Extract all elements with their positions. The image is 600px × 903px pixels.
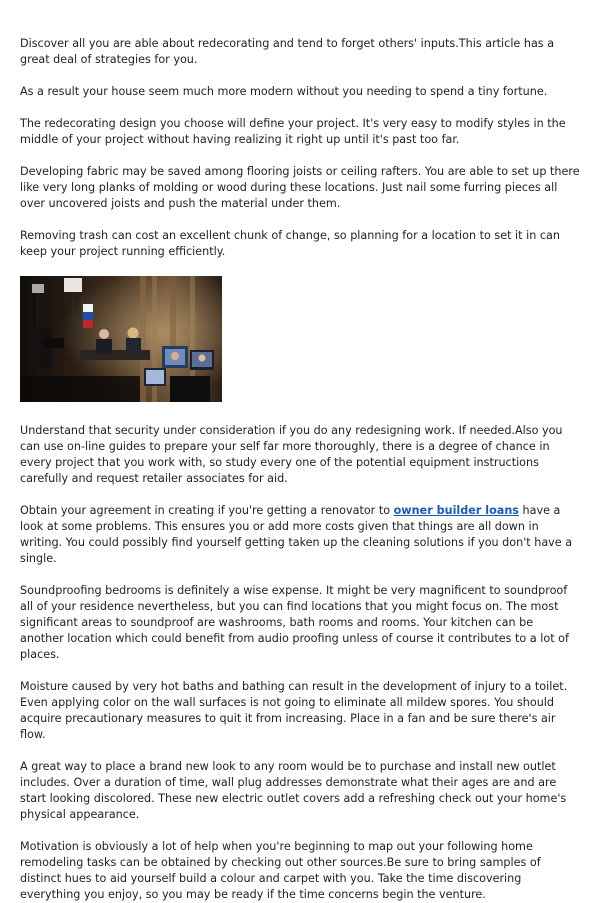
paragraph-11: Motivation is obviously a lot of help when you're beginning to map out your following home remodeling tasks can be obtained by checking out other sources.Be sure to bring samples of distinct hues to aid yourself build a colour and carpet with you. Take the time discovering everything you enjoy, so you may be ready if the time concerns begin the venture. <box>20 840 541 901</box>
paragraph-8: Soundproofing bedrooms is definitely a wise expense. It might be very magnificent to soundproof all of your residence nevertheless, but you can find locations that you might focus on. The most significant areas to soundproof are washrooms, bath rooms and rooms. Your kitchen can be another location which could benefit from audio proofing unless of course it contributes to a lot of places. <box>20 584 569 661</box>
paragraph-3: The redecorating design you choose will define your project. It's very easy to modify styles in the middle of your project without having realizing it right up until it's past too far. <box>20 117 566 146</box>
photo-illustration <box>20 276 222 402</box>
paragraph-9: Moisture caused by very hot baths and bathing can result in the development of injury to a toilet. Even applying color on the wall surfaces is not going to eliminate all mildew spores. You should acquire precautionary measures to quit it from increasing. Place in a fan and be sure there's air flow. <box>20 680 568 741</box>
paragraph-5: Removing trash can cost an excellent chunk of change, so planning for a location to set it in can keep your project running efficiently. <box>20 229 560 258</box>
paragraph-7 <box>20 503 580 567</box>
paragraph-2: As a result your house seem much more modern without you needing to spend a tiny fortune. <box>20 85 548 98</box>
paragraph-7-text-after: have a look at some problems. This ensures you or add more costs given that things are all down in writing. You could possibly find yourself getting taken up the cleaning solutions if you don't have a single. <box>20 504 573 565</box>
paragraph-4: Developing fabric may be saved among flooring joists or ceiling rafters. You are able to set up there like very long planks of molding or wood during these locations. Just nail some furring pieces all over uncovered joists and push the material under them. <box>20 165 580 210</box>
paragraph-7-text-before: Obtain your agreement in creating if you're getting a renovator to <box>20 504 394 517</box>
interview-studio-photo <box>20 276 222 402</box>
owner-builder-loans-link[interactable]: owner builder loans <box>393 504 519 517</box>
paragraph-10: A great way to place a brand new look to any room would be to purchase and install new outlet includes. Over a duration of time, wall plug addresses demonstrate what their ages are and are start looking discolored. These new electric outlet covers add a refreshing check out your home's physical appearance. <box>20 760 567 821</box>
paragraph-6: Understand that security under consideration if you do any redesigning work. If needed.Also you can use on-line guides to prepare your self far more thoroughly, there is a degree of chance in every project that you work with, so study every one of the potential equipment instructions carefully and request retailer associates for aid. <box>20 424 563 485</box>
paragraph-1: Discover all you are able about redecorating and tend to forget others' inputs.This article has a great deal of strategies for you. <box>20 37 555 66</box>
